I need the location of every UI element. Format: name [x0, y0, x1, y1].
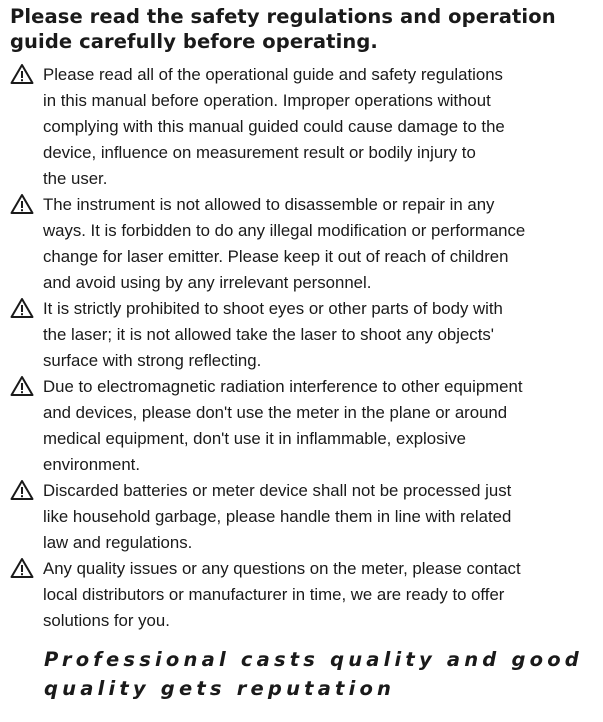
warning-text-line: surface with strong reflecting. [43, 351, 262, 370]
warning-text-line: solutions for you. [43, 611, 170, 630]
warning-text-line: It is strictly prohibited to shoot eyes or other parts of body with [43, 299, 503, 318]
warning-text-line: medical equipment, don't use it in inflammable, explosive [43, 429, 466, 448]
slogan [10, 645, 598, 703]
warning-item-contact [10, 556, 598, 634]
warning-triangle-icon [10, 375, 34, 397]
warning-triangle-icon [10, 63, 34, 85]
manual-page [10, 4, 598, 703]
warning-triangle-icon [10, 193, 34, 215]
warning-text-line: device, influence on measurement result or bodily injury to [43, 143, 476, 162]
warning-triangle-icon [10, 479, 34, 501]
warning-text-line: the laser; it is not allowed take the laser to shoot any objects' [43, 325, 494, 344]
slogan-line: Professional casts quality and good [44, 648, 583, 671]
slogan-line: quality gets reputation [44, 677, 396, 700]
warning-text-line: the user. [43, 169, 108, 188]
warning-text-line: environment. [43, 455, 141, 474]
warning-text-line: The instrument is not allowed to disassemble or repair in any [43, 195, 495, 214]
warning-list [10, 62, 598, 634]
warning-item-disposal [10, 478, 598, 556]
warning-item-disassembly [10, 192, 598, 296]
title-line: guide carefully before operating. [10, 30, 378, 53]
warning-item-operation-guide [10, 62, 598, 192]
warning-text-line: Discarded batteries or meter device shall not be processed just [43, 481, 512, 500]
warning-text-line: and devices, please don't use the meter in the plane or around [43, 403, 508, 422]
warning-item-electromagnetic [10, 374, 598, 478]
warning-text-line: ways. It is forbidden to do any illegal modification or performance [43, 221, 526, 240]
warning-text-line: like household garbage, please handle them in line with related [43, 507, 512, 526]
warning-text-line: Please read all of the operational guide and safety regulations [43, 65, 503, 84]
warning-text-line: complying with this manual guided could cause damage to the [43, 117, 505, 136]
title-line: Please read the safety regulations and operation [10, 5, 556, 28]
warning-triangle-icon [10, 297, 34, 319]
warning-text-line: law and regulations. [43, 533, 193, 552]
warning-text-line: Any quality issues or any questions on the meter, please contact [43, 559, 521, 578]
page-title [10, 4, 598, 54]
warning-text-line: local distributors or manufacturer in time, we are ready to offer [43, 585, 505, 604]
warning-item-laser-eyes [10, 296, 598, 374]
warning-text-line: and avoid using by any irrelevant personnel. [43, 273, 372, 292]
warning-text-line: Due to electromagnetic radiation interference to other equipment [43, 377, 523, 396]
warning-text-line: in this manual before operation. Improper operations without [43, 91, 491, 110]
warning-triangle-icon [10, 557, 34, 579]
warning-text-line: change for laser emitter. Please keep it out of reach of children [43, 247, 509, 266]
